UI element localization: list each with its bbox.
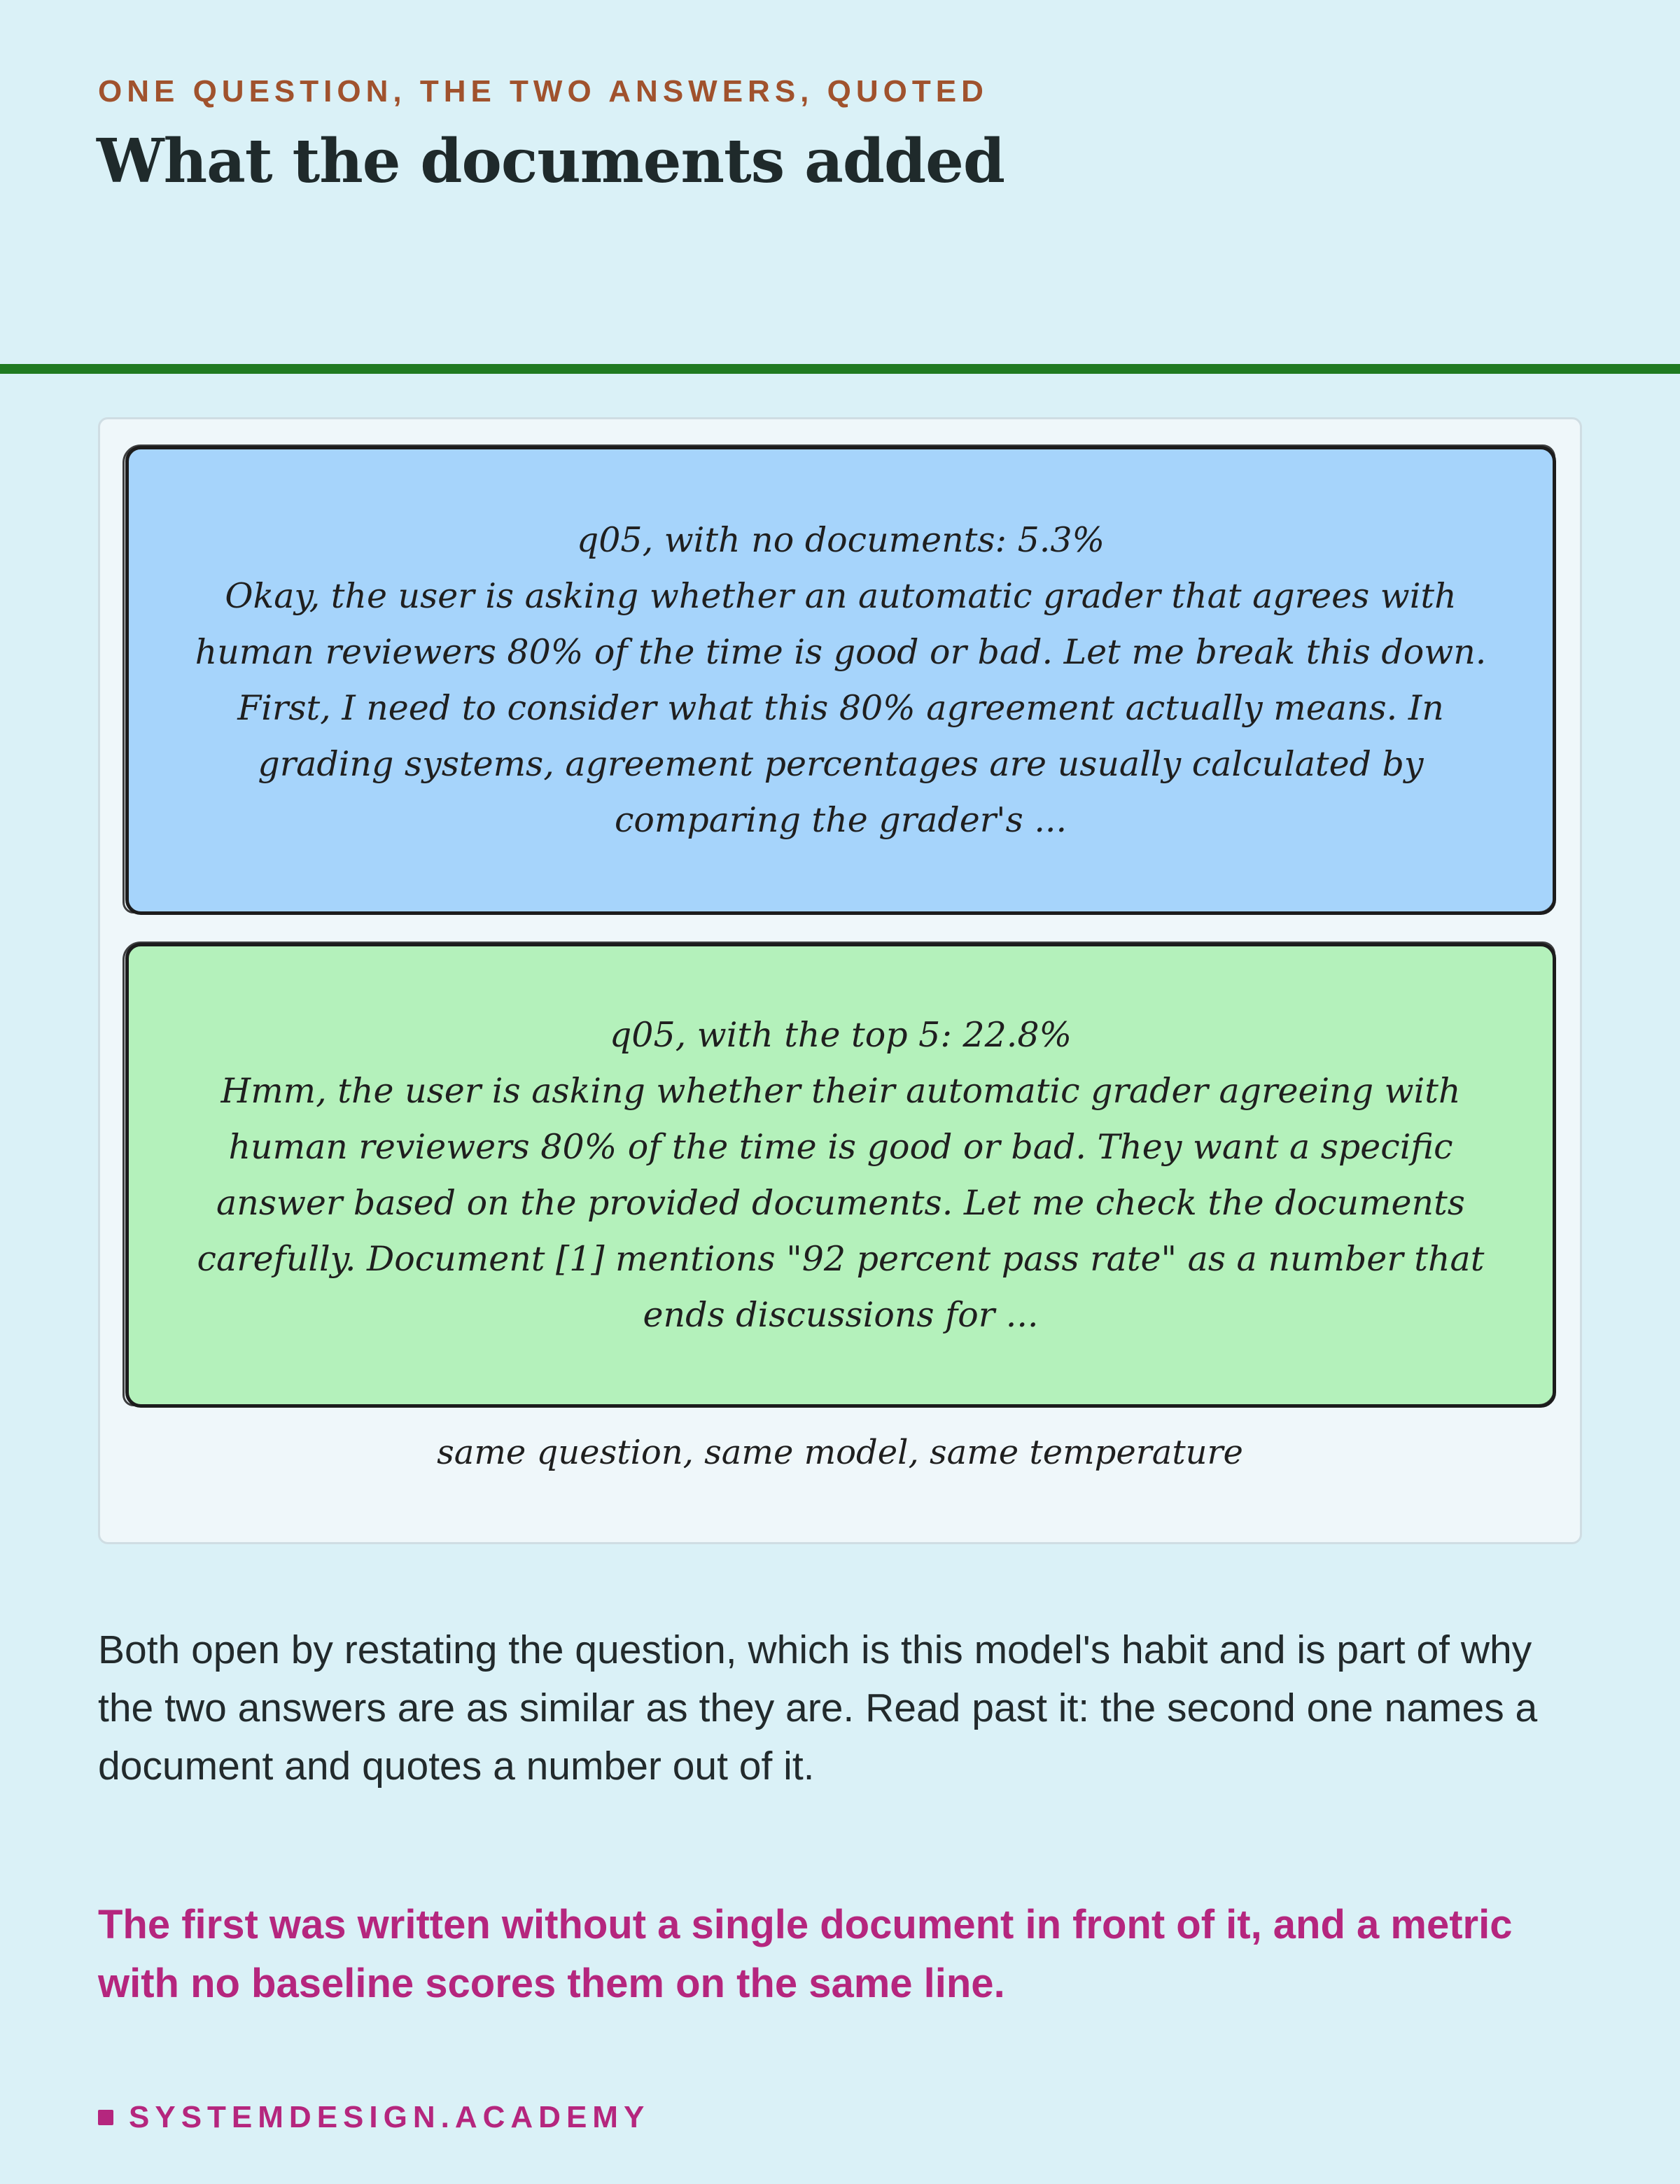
page-title: What the documents added (97, 126, 1004, 197)
answer-heading-no-documents: q05, with no documents: 5.3% (576, 520, 1105, 560)
comparison-card (98, 417, 1582, 1544)
body-paragraph: Both open by restating the question, which is this model's habit and is part of why the two answers are as similar as they are. Read past it: the second one names a document and quotes a number out of it. (98, 1628, 1538, 1788)
answer-text-top-five: Hmm, the user is asking whether their automatic grader agreeing with human reviewers 80% of the time is good or bad. They want a specific answer based on the provided documents. Let me check the documents carefully. Document [1] mentions "92 percent pass rate" as a number that ends discussions for ... (197, 1071, 1485, 1335)
footer-branding (98, 2100, 650, 2135)
footer-brand-text: SYSTEMDESIGN.ACADEMY (129, 2100, 650, 2134)
comparison-caption: same question, same model, same temperature (437, 1433, 1243, 1472)
divider-rule (0, 364, 1680, 374)
answer-heading-top-five: q05, with the top 5: 22.8% (609, 1015, 1072, 1055)
answer-text-no-documents: Okay, the user is asking whether an automatic grader that agrees with human reviewers 80% of the time is good or bad. Let me break this down. First, I need to consider what this 80% agreement actually means. In grading systems, agreement percentages are usually calculated by comparing the grader's ... (195, 576, 1487, 840)
answer-box-no-documents (125, 446, 1556, 915)
highlight-paragraph: The first was written without a single document in front of it, and a metric with no baseline scores them on the same line. (98, 1902, 1513, 2006)
square-bullet-icon (98, 2110, 113, 2125)
eyebrow-label: ONE QUESTION, THE TWO ANSWERS, QUOTED (98, 74, 988, 108)
answer-box-top-five (125, 943, 1556, 1408)
